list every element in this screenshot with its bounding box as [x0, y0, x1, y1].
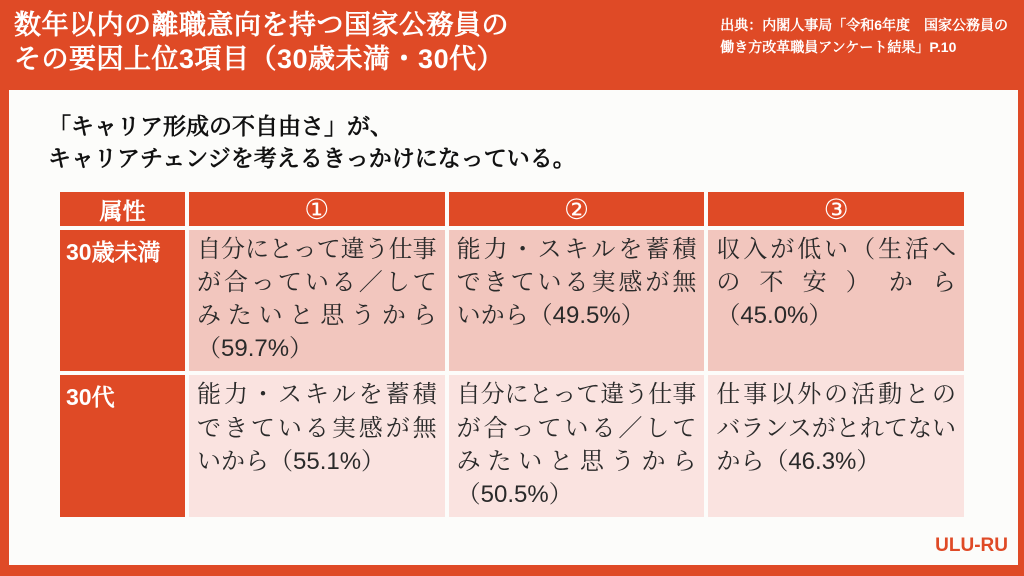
header-cell-3: ③	[708, 192, 964, 226]
slide-title-line-2: その要因上位3項目（30歳未満・30代）	[14, 44, 505, 75]
source-attribution	[720, 0, 1024, 59]
uluru-logo: ULU-RU	[935, 535, 1008, 556]
top-bar	[0, 0, 1024, 90]
factor-cell-under30-1: 自分にとって違う仕事が合っている／してみたいと思うから（59.7%）	[189, 230, 445, 371]
source-line-1: 出典：内閣人事局「令和6年度 国家公務員の	[720, 17, 1008, 33]
factor-cell-30s-2: 自分にとって違う仕事が合っている／してみたいと思うから（50.5%）	[449, 375, 705, 516]
headline-line-2: キャリアチェンジを考えるきっかけになっている。	[48, 145, 576, 172]
source-line-2: 働き方改革職員アンケート結果」P.10	[720, 39, 957, 56]
row-label-30s: 30代	[60, 375, 185, 516]
row-label-under-30: 30歳未満	[60, 230, 185, 371]
factor-cell-under30-3: 収入が低い（生活への不安）から（45.0%）	[708, 230, 964, 371]
header-cell-attribute: 属性	[60, 192, 185, 226]
factor-cell-30s-3: 仕事以外の活動とのバランスがとれてないから（46.3%）	[708, 375, 964, 516]
slide-title-line-1: 数年以内の離職意向を持つ国家公務員の	[14, 10, 509, 40]
factor-cell-30s-1: 能力・スキルを蓄積できている実感が無いから（55.1%）	[189, 375, 445, 516]
factors-table	[60, 192, 964, 517]
header-cell-1: ①	[189, 192, 445, 226]
header-cell-2: ②	[449, 192, 705, 226]
slide-title	[0, 0, 509, 77]
headline-line-1: 「キャリア形成の不自由さ」が、	[48, 113, 393, 139]
headline	[48, 110, 1018, 174]
content-card	[9, 90, 1018, 565]
factor-cell-under30-2: 能力・スキルを蓄積できている実感が無いから（49.5%）	[449, 230, 705, 371]
